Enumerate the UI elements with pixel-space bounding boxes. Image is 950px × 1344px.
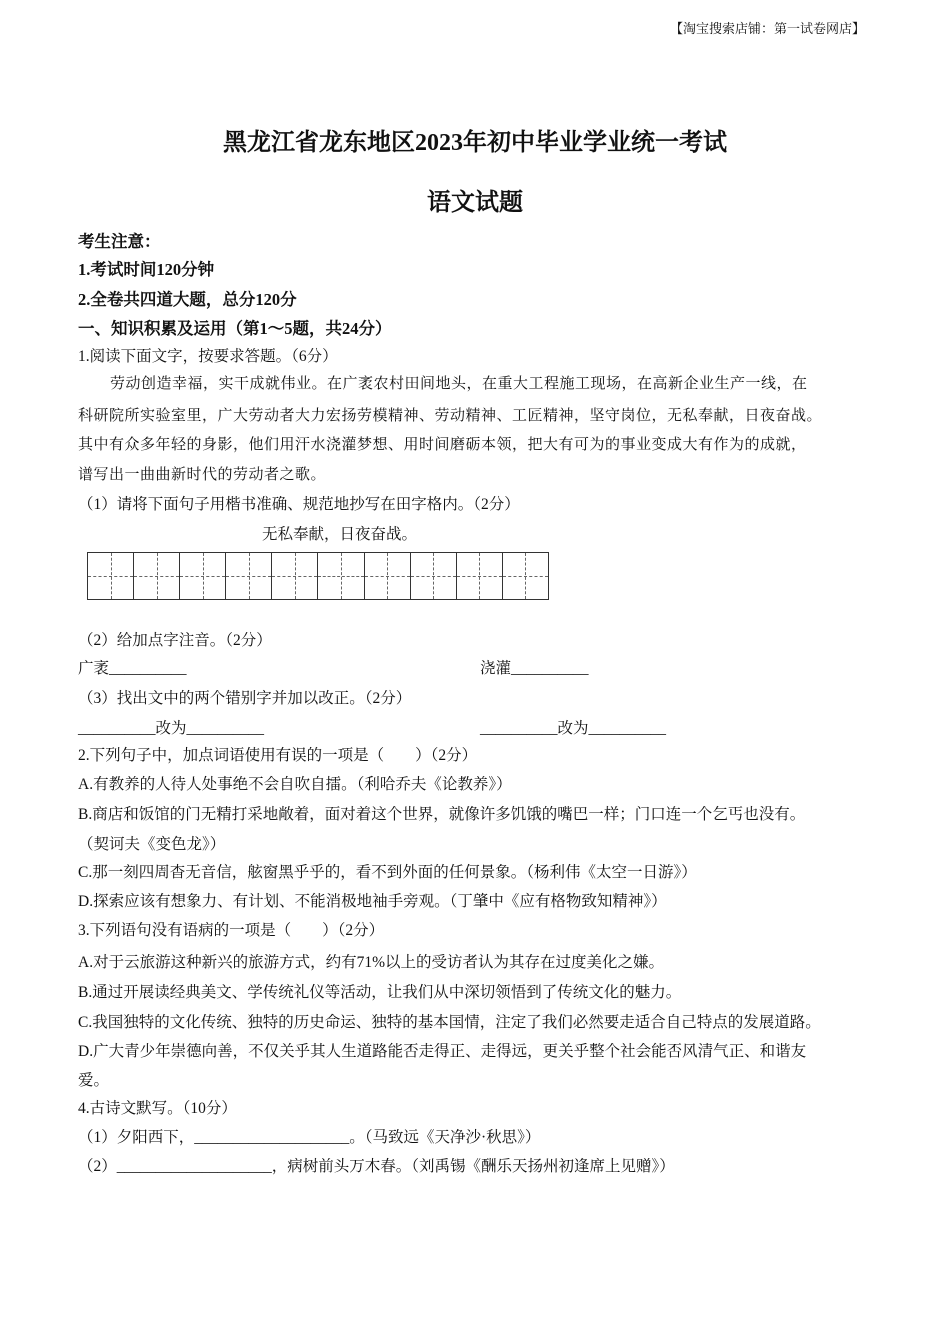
notice-item: 1.考试时间120分钟	[78, 260, 215, 279]
q3-option-d-cont: 爱。	[78, 1072, 110, 1089]
q2-option-b: B.商店和饭馆的门无精打采地敞着，面对着这个世界，就像许多饥饿的嘴巴一样；门口连一个乞丐也没有。	[78, 806, 806, 823]
pinyin-blank-right[interactable]: 浇灌__________	[480, 660, 589, 677]
correction-blank-right[interactable]: __________改为__________	[480, 720, 667, 737]
passage-line: 科研院所实验室里，广大劳动者大力宏扬劳模精神、劳动精神、工匠精神，坚守岗位，无私奉献，日夜奋战。	[78, 406, 823, 424]
correction-blank-left[interactable]: __________改为__________	[78, 720, 265, 737]
grid-cell[interactable]	[134, 553, 180, 599]
grid-cell[interactable]	[411, 553, 457, 599]
q2-option-b-source: （契诃夫《变色龙》）	[78, 836, 226, 853]
passage-line: 谱写出一曲曲新时代的劳动者之歌。	[78, 465, 327, 483]
q2-option-d: D.探索应该有想象力、有计划、不能消极地袖手旁观。（丁肇中《应有格物致知精神》）	[78, 893, 667, 910]
exam-subtitle: 语文试题	[427, 190, 523, 216]
q2-option-c: C.那一刻四周杳无音信，舷窗黑乎乎的，看不到外面的任何景象。（杨利伟《太空一日游》）	[78, 864, 697, 881]
notice-heading: 考生注意：	[78, 232, 161, 251]
pinyin-blank-left[interactable]: 广袤__________	[78, 660, 187, 677]
q1-sub2: （2）给加点字注音。（2分）	[78, 632, 272, 649]
q3-option-b: B.通过开展读经典美文、学传统礼仪等活动，让我们从中深切领悟到了传统文化的魅力。	[78, 984, 682, 1001]
q3-option-d: D.广大青少年崇德向善，不仅关乎其人生道路能否走得正、走得远，更关乎整个社会能否风清气正、和谐友	[78, 1043, 807, 1060]
passage-line: 其中有众多年轻的身影，他们用汗水浇灌梦想、用时间磨砺本领，把大有可为的事业变成大有作为的成就，	[78, 435, 807, 453]
grid-cell[interactable]	[88, 553, 134, 599]
grid-cell[interactable]	[503, 553, 548, 599]
grid-cell[interactable]	[272, 553, 318, 599]
q4-line-1[interactable]: （1）夕阳西下，____________________。（马致远《天净沙·秋思》）	[78, 1129, 541, 1146]
grid-cell[interactable]	[318, 553, 364, 599]
q2-option-a: A.有教养的人待人处事绝不会自吹自擂。（利哈乔夫《论教养》）	[78, 776, 512, 793]
q4-line-2[interactable]: （2）____________________，病树前头万木春。（刘禹锡《酬乐天扬州初逢席上见赠》）	[78, 1158, 675, 1175]
q3-option-c: C.我国独特的文化传统、独特的历史命运、独特的基本国情，注定了我们必然要走适合自己特点的发展道路。	[78, 1014, 821, 1031]
exam-title: 黑龙江省龙东地区2023年初中毕业学业统一考试	[223, 130, 727, 156]
grid-cell[interactable]	[365, 553, 411, 599]
q4-stem: 4.古诗文默写。（10分）	[78, 1100, 237, 1117]
copy-sentence: 无私奉献，日夜奋战。	[262, 526, 418, 543]
q2-stem: 2.下列句子中，加点词语使用有误的一项是（ ）（2分）	[78, 747, 478, 764]
tianzi-grid[interactable]	[87, 552, 549, 600]
q3-option-a: A.对于云旅游这种新兴的旅游方式，约有71%以上的受访者认为其存在过度美化之嫌。	[78, 954, 664, 971]
grid-cell[interactable]	[226, 553, 272, 599]
q3-stem: 3.下列语句没有语病的一项是（ ）（2分）	[78, 922, 385, 939]
header-note: 【淘宝搜索店铺：第一试卷网店】	[669, 21, 865, 36]
passage-line: 劳动创造幸福，实干成就伟业。在广袤农村田间地头，在重大工程施工现场，在高新企业生产一线，在	[110, 374, 808, 392]
section-heading: 一、知识积累及运用（第1～5题，共24分）	[78, 319, 392, 338]
q1-sub1: （1）请将下面句子用楷书准确、规范地抄写在田字格内。（2分）	[78, 496, 520, 513]
notice-item: 2.全卷共四道大题，总分120分	[78, 290, 297, 309]
q1-sub3: （3）找出文中的两个错别字并加以改正。（2分）	[78, 690, 412, 707]
grid-cell[interactable]	[457, 553, 503, 599]
grid-cell[interactable]	[180, 553, 226, 599]
q1-stem: 1.阅读下面文字，按要求答题。（6分）	[78, 348, 338, 365]
